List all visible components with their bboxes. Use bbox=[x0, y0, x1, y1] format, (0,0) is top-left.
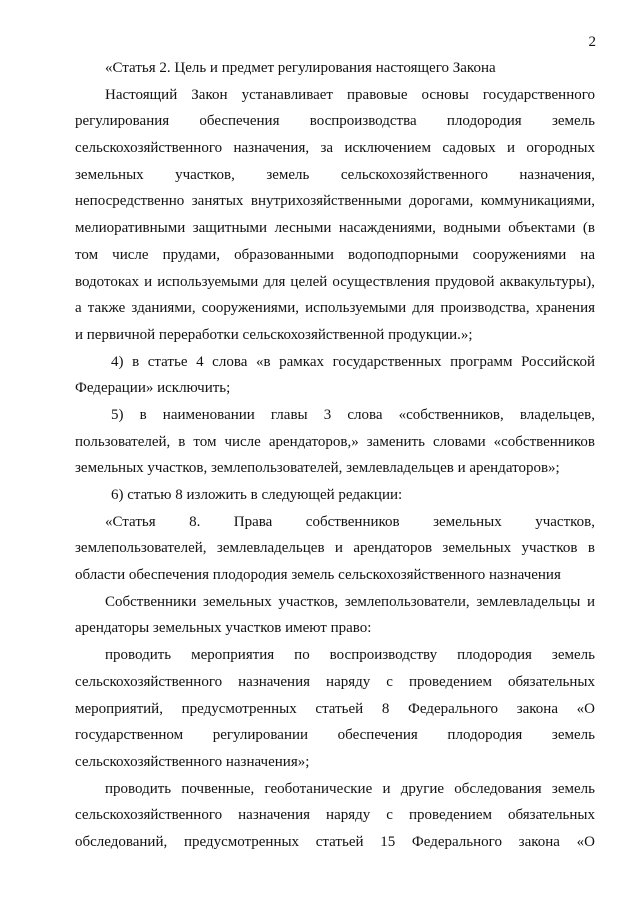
text-line: регулирования обеспечения воспроизводства плодородия земель bbox=[75, 113, 595, 130]
text-line: государственном регулировании обеспечения плодородия земель bbox=[75, 727, 595, 744]
text-line: проводить почвенные, геоботанические и другие обследования земель bbox=[105, 780, 595, 797]
text-line: водотоках и используемыми для целей осуществления прудовой аквакультуры), bbox=[75, 273, 595, 290]
text-line: сельскохозяйственного назначения наряду с проведением обязательных bbox=[75, 807, 595, 824]
text-line: пользователей, в том числе арендаторов,» заменить словами «собственников bbox=[75, 433, 595, 450]
text-line: арендаторы земельных участков имеют право: bbox=[75, 620, 372, 637]
text-line: мелиоративными защитными лесными насаждениями, водными объектами (в bbox=[75, 220, 595, 237]
text-line: 5) в наименовании главы 3 слова «собственников, владельцев, bbox=[111, 406, 595, 423]
text-line: сельскохозяйственного назначения»; bbox=[75, 753, 310, 770]
text-line: а также зданиями, сооружениями, используемыми для производства, хранения bbox=[75, 300, 595, 317]
text-line: том числе прудами, образованными водоподпорными сооружениями на bbox=[75, 246, 595, 263]
text-line: «Статья 2. Цель и предмет регулирования настоящего Закона bbox=[105, 60, 496, 76]
text-line: земельных участков, земель сельскохозяйственного назначения, bbox=[75, 166, 595, 183]
text-line: непосредственно занятых внутрихозяйственными дорогами, коммуникациями, bbox=[75, 193, 595, 210]
text-line: области обеспечения плодородия земель сельскохозяйственного назначения bbox=[75, 567, 561, 584]
document-body bbox=[75, 55, 595, 856]
text-line: 4) в статье 4 слова «в рамках государственных программ Российской bbox=[111, 353, 595, 370]
text-line: сельскохозяйственного назначения, за исключением садовых и огородных bbox=[75, 140, 595, 157]
text-line: Собственники земельных участков, землепользователи, землевладельцы и bbox=[105, 593, 595, 610]
page-number: 2 bbox=[588, 34, 596, 50]
text-line: обследований, предусмотренных статьей 15 Федерального закона «О bbox=[75, 833, 595, 850]
text-line: сельскохозяйственного назначения наряду с проведением обязательных bbox=[75, 673, 595, 690]
text-line: земельных участков, землепользователей, землевладельцев и арендаторов»; bbox=[75, 460, 560, 477]
text-line: Настоящий Закон устанавливает правовые основы государственного bbox=[105, 86, 595, 103]
text-line: мероприятий, предусмотренных статьей 8 Федерального закона «О bbox=[75, 700, 595, 717]
text-line: и первичной переработки сельскохозяйственной продукции.»; bbox=[75, 326, 473, 343]
text-line: «Статья 8. Права собственников земельных участков, bbox=[105, 513, 595, 530]
text-line: землепользователей, землевладельцев и арендаторов земельных участков в bbox=[75, 540, 595, 557]
text-line: 6) статью 8 изложить в следующей редакции: bbox=[111, 487, 403, 503]
text-line: Федерации» исключить; bbox=[75, 380, 231, 397]
text-line: проводить мероприятия по воспроизводству плодородия земель bbox=[105, 647, 595, 664]
